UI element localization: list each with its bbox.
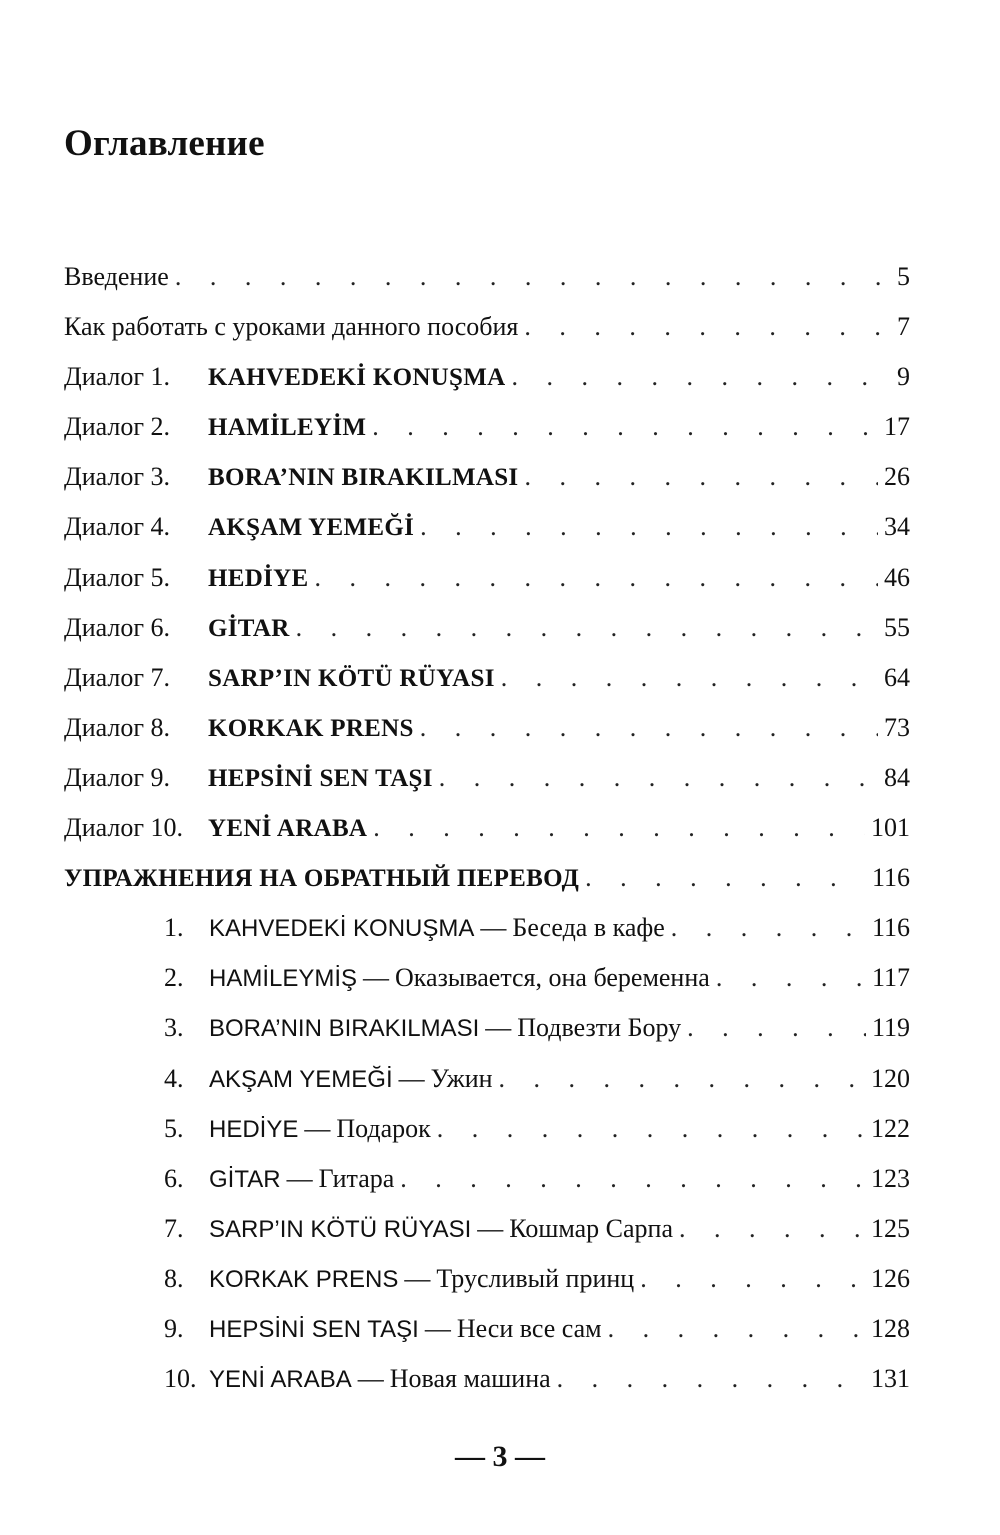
dot-leader [679,1214,865,1244]
toc-page-number: 5 [897,262,910,291]
toc-entry-exercise-1[interactable] [64,913,910,963]
toc-entry-dialog-2[interactable] [64,412,910,462]
dialog-title: HEDİYE [208,564,309,592]
exercise-number: 3. [164,1013,184,1043]
exercise-number: 5. [164,1113,184,1143]
toc-entry-exercise-2[interactable] [64,963,910,1013]
toc-entry-exercise-3[interactable] [64,1013,910,1063]
dialog-label: Диалог 8. [64,712,171,742]
dot-leader [585,863,866,893]
exercise-translation: Беседа в кафе [512,913,665,943]
dialog-title: GİTAR [208,614,290,642]
dot-leader [439,763,878,793]
toc-page-number: 17 [884,412,910,442]
toc-page-number: 101 [871,813,910,843]
toc-entry-exercise-7[interactable] [64,1214,910,1264]
exercise-dash: — [286,1163,313,1193]
dot-leader [716,963,866,993]
dot-leader [400,1164,865,1194]
toc-entry-exercise-8[interactable] [64,1264,910,1314]
dot-leader [373,813,865,843]
dot-leader [296,613,878,643]
toc-entry-title: Как работать с уроками данного пособия [64,312,519,342]
dot-leader [175,262,884,292]
dialog-label: Диалог 2. [64,412,171,442]
toc-page-number: 131 [871,1364,910,1394]
exercise-number: 1. [164,913,184,943]
page-title: Оглавление [64,123,265,164]
toc-page-number: 46 [884,562,910,592]
toc-entry-exercises-heading[interactable] [64,863,910,913]
toc-entry-dialog-1[interactable] [64,362,910,412]
toc-entry-exercise-5[interactable] [64,1114,910,1164]
exercise-title: SARP’IN KÖTÜ RÜYASI [209,1215,472,1243]
exercise-translation: Ужин [430,1063,493,1093]
dot-leader [524,462,878,492]
toc-entry-dialog-6[interactable] [64,613,910,663]
exercise-dash: — [363,963,390,993]
toc-page-number: 125 [871,1213,910,1243]
dialog-title: SARP’IN KÖTÜ RÜYASI [208,664,495,692]
exercise-title: YENİ ARABA [209,1366,352,1394]
dot-leader [437,1114,865,1144]
exercise-title: BORA’NIN BIRAKILMASI [209,1015,480,1043]
toc-entry-how-to-work[interactable] [64,312,910,362]
dialog-label: Диалог 7. [64,662,171,692]
toc-page-number: 34 [884,512,910,542]
toc-page-number: 122 [871,1113,910,1143]
exercise-translation: Неси все сам [456,1313,602,1343]
exercise-number: 10. [164,1364,197,1394]
toc-page-number: 9 [897,362,910,392]
exercise-dash: — [485,1013,512,1043]
dialog-label: Диалог 4. [64,512,171,542]
exercise-translation: Гитара [318,1163,395,1193]
exercise-title: KAHVEDEKİ KONUŞMA [209,915,475,943]
toc-entry-introduction[interactable] [64,262,910,312]
dot-leader [511,362,884,392]
exercise-translation: Подарок [336,1113,431,1143]
toc-entry-dialog-3[interactable] [64,462,910,512]
toc-page-number: 73 [884,712,910,742]
exercises-heading-title: УПРАЖНЕНИЯ НА ОБРАТНЫЙ ПЕРЕВОД [64,865,580,893]
dialog-title: AKŞAM YEMEĞİ [208,514,415,542]
exercise-translation: Новая машина [389,1364,551,1394]
dialog-title: HAMİLEYİM [208,414,367,442]
exercise-dash: — [424,1313,451,1343]
dialog-label: Диалог 1. [64,362,171,392]
page-number: — 3 — [455,1440,545,1473]
toc-entry-title: Введение [64,262,169,291]
exercise-title: HAMİLEYMİŞ [209,965,358,993]
toc-entry-dialog-7[interactable] [64,663,910,713]
dialog-title: KORKAK PRENS [208,714,414,742]
toc-page-number: 55 [884,612,910,642]
dot-leader [314,563,878,593]
dot-leader [640,1264,865,1294]
toc-entry-dialog-8[interactable] [64,713,910,763]
dialog-label: Диалог 5. [64,562,171,592]
dialog-title: YENİ ARABA [208,815,368,843]
dot-leader [524,312,884,342]
exercise-dash: — [304,1113,331,1143]
dot-leader [687,1013,866,1043]
exercise-translation: Кошмар Сарпа [509,1213,673,1243]
exercise-dash: — [404,1263,431,1293]
exercise-translation: Трусливый принц [436,1263,635,1293]
exercise-number: 8. [164,1263,184,1293]
exercise-title: KORKAK PRENS [209,1265,399,1293]
dialog-label: Диалог 3. [64,462,171,492]
dot-leader [499,1064,865,1094]
toc-entry-exercise-6[interactable] [64,1164,910,1214]
exercise-number: 4. [164,1063,184,1093]
exercise-title: HEPSİNİ SEN TAŞI [209,1315,419,1343]
exercise-title: AKŞAM YEMEĞİ [209,1065,393,1093]
dot-leader [671,913,866,943]
exercise-dash: — [357,1364,384,1394]
toc-page-number: 123 [871,1163,910,1193]
toc-page-number: 126 [871,1263,910,1293]
toc-entry-dialog-9[interactable] [64,763,910,813]
exercise-dash: — [398,1063,425,1093]
toc-page-number: 116 [871,913,910,943]
toc-entry-dialog-4[interactable] [64,512,910,562]
dialog-label: Диалог 6. [64,612,171,642]
exercise-number: 6. [164,1163,184,1193]
toc-page-number: 64 [884,662,910,692]
toc-page-number: 128 [871,1313,910,1343]
dialog-title: HEPSİNİ SEN TAŞI [208,764,433,792]
toc-page-number: 26 [884,462,910,492]
exercise-title: GİTAR [209,1165,281,1193]
toc-page-number: 7 [897,312,910,342]
exercise-number: 2. [164,963,184,993]
toc-page-number: 119 [871,1013,910,1043]
dot-leader [557,1364,865,1394]
dot-leader [501,663,878,693]
exercise-title: HEDİYE [209,1115,299,1143]
toc-entry-dialog-5[interactable] [64,563,910,613]
dialog-label: Диалог 9. [64,762,171,792]
exercise-translation: Оказывается, она беременна [395,963,710,993]
exercise-number: 9. [164,1313,184,1343]
exercise-translation: Подвезти Бору [517,1013,682,1043]
exercise-number: 7. [164,1213,184,1243]
exercise-dash: — [480,913,507,943]
dot-leader [420,713,878,743]
exercise-dash: — [477,1213,504,1243]
toc-entry-exercise-10[interactable] [64,1364,910,1414]
toc-entry-exercise-9[interactable] [64,1314,910,1364]
toc-entry-dialog-10[interactable] [64,813,910,863]
toc-page-number: 117 [871,963,910,993]
table-of-contents [64,262,910,1414]
dot-leader [372,412,878,442]
dialog-title: KAHVEDEKİ KONUŞMA [208,364,506,392]
toc-page-number: 84 [884,762,910,792]
dialog-label: Диалог 10. [64,813,184,843]
toc-page-number: 116 [871,863,910,893]
dot-leader [420,512,878,542]
toc-entry-exercise-4[interactable] [64,1064,910,1114]
dot-leader [608,1314,865,1344]
dialog-title: BORA’NIN BIRAKILMASI [208,464,519,492]
toc-page-number: 120 [871,1063,910,1093]
